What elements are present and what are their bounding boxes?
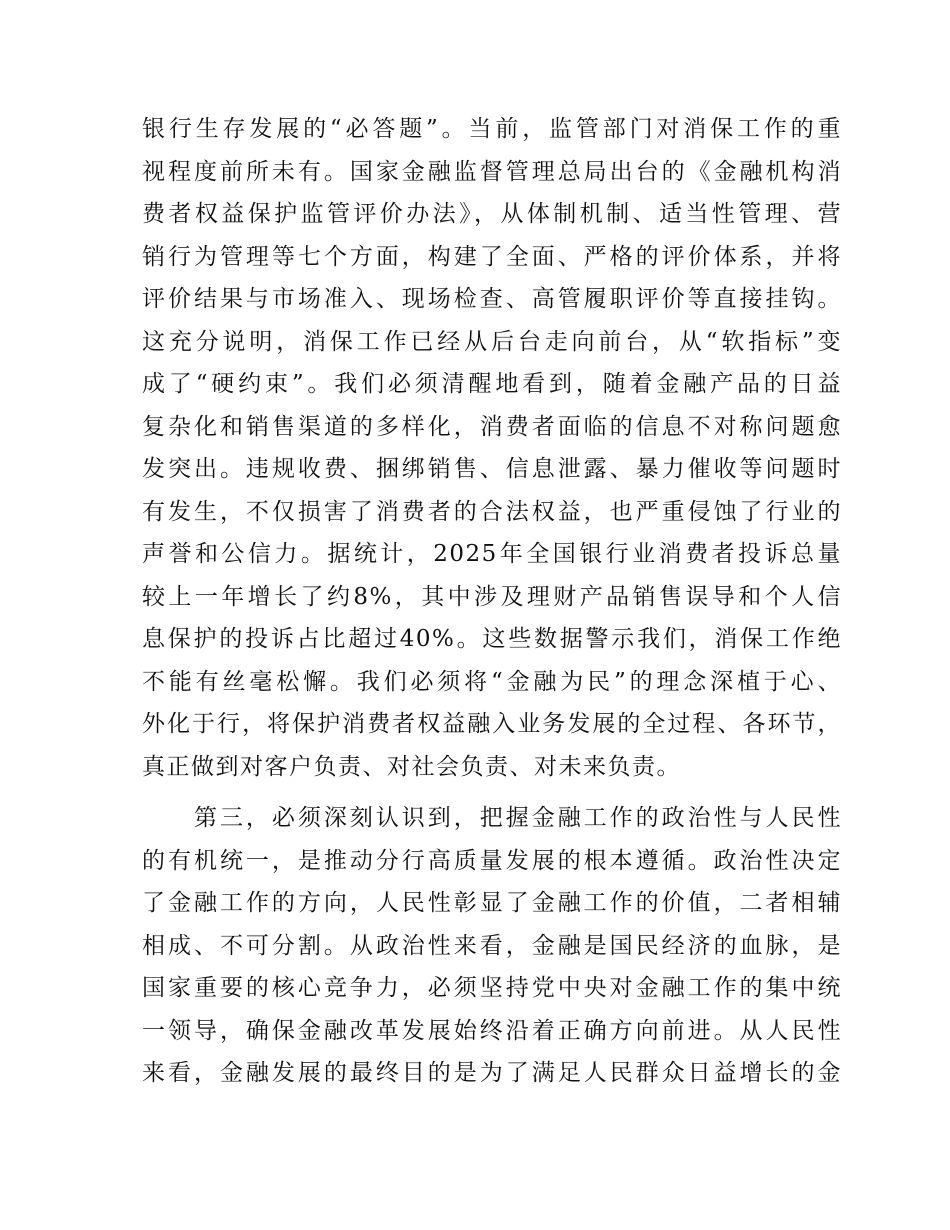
paragraph <box>142 797 842 1095</box>
text-line: 外化于行，将保护消费者权益融入业务发展的全过程、各环节， <box>142 711 842 737</box>
text-line: 第三，必须深刻认识到，把握金融工作的政治性与人民性 <box>142 805 842 831</box>
text-line: 销行为管理等七个方面，构建了全面、严格的评价体系，并将 <box>142 243 842 270</box>
paragraph-spacer <box>142 788 842 797</box>
document-body <box>142 108 842 1095</box>
text-line: 国家重要的核心竞争力，必须坚持党中央对金融工作的集中统 <box>142 975 842 1001</box>
text-line: 的有机统一，是推动分行高质量发展的根本遵循。政治性决定 <box>142 847 842 874</box>
text-line: 真正做到对客户负责、对社会负责、对未来负责。 <box>142 753 681 780</box>
text-line: 银行生存发展的“必答题”。当前，监管部门对消保工作的重 <box>142 116 842 142</box>
text-line: 息保护的投诉占比超过40%。这些数据警示我们，消保工作绝 <box>142 626 842 652</box>
text-line: 较上一年增长了约8%，其中涉及理财产品销售误导和个人信 <box>142 583 842 610</box>
text-line: 成了“硬约束”。我们必须清醒地看到，随着金融产品的日益 <box>142 371 842 397</box>
text-line: 费者权益保护监管评价办法》，从体制机制、适当性管理、营 <box>142 201 842 227</box>
text-line: 声誉和公信力。据统计，2025年全国银行业消费者投诉总量 <box>142 541 842 567</box>
text-line: 视程度前所未有。国家金融监督管理总局出台的《金融机构消 <box>142 158 842 185</box>
text-line: 不能有丝毫松懈。我们必须将“金融为民”的理念深植于心、 <box>142 668 842 695</box>
paragraph <box>142 108 842 788</box>
text-line: 一领导，确保金融改革发展始终沿着正确方向前进。从人民性 <box>142 1017 842 1044</box>
text-line: 了金融工作的方向，人民性彰显了金融工作的价值，二者相辅 <box>142 890 842 916</box>
text-line: 复杂化和销售渠道的多样化，消费者面临的信息不对称问题愈 <box>142 413 842 440</box>
text-line: 这充分说明，消保工作已经从后台走向前台，从“软指标”变 <box>142 328 842 355</box>
text-line: 有发生，不仅损害了消费者的合法权益，也严重侵蚀了行业的 <box>142 498 842 525</box>
text-line: 来看，金融发展的最终目的是为了满足人民群众日益增长的金 <box>142 1060 842 1086</box>
text-line: 发突出。违规收费、捆绑销售、信息泄露、暴力催收等问题时 <box>142 456 842 482</box>
text-line: 相成、不可分割。从政治性来看，金融是国民经济的血脉，是 <box>142 932 842 959</box>
text-line: 评价结果与市场准入、现场检查、高管履职评价等直接挂钩。 <box>142 286 842 312</box>
